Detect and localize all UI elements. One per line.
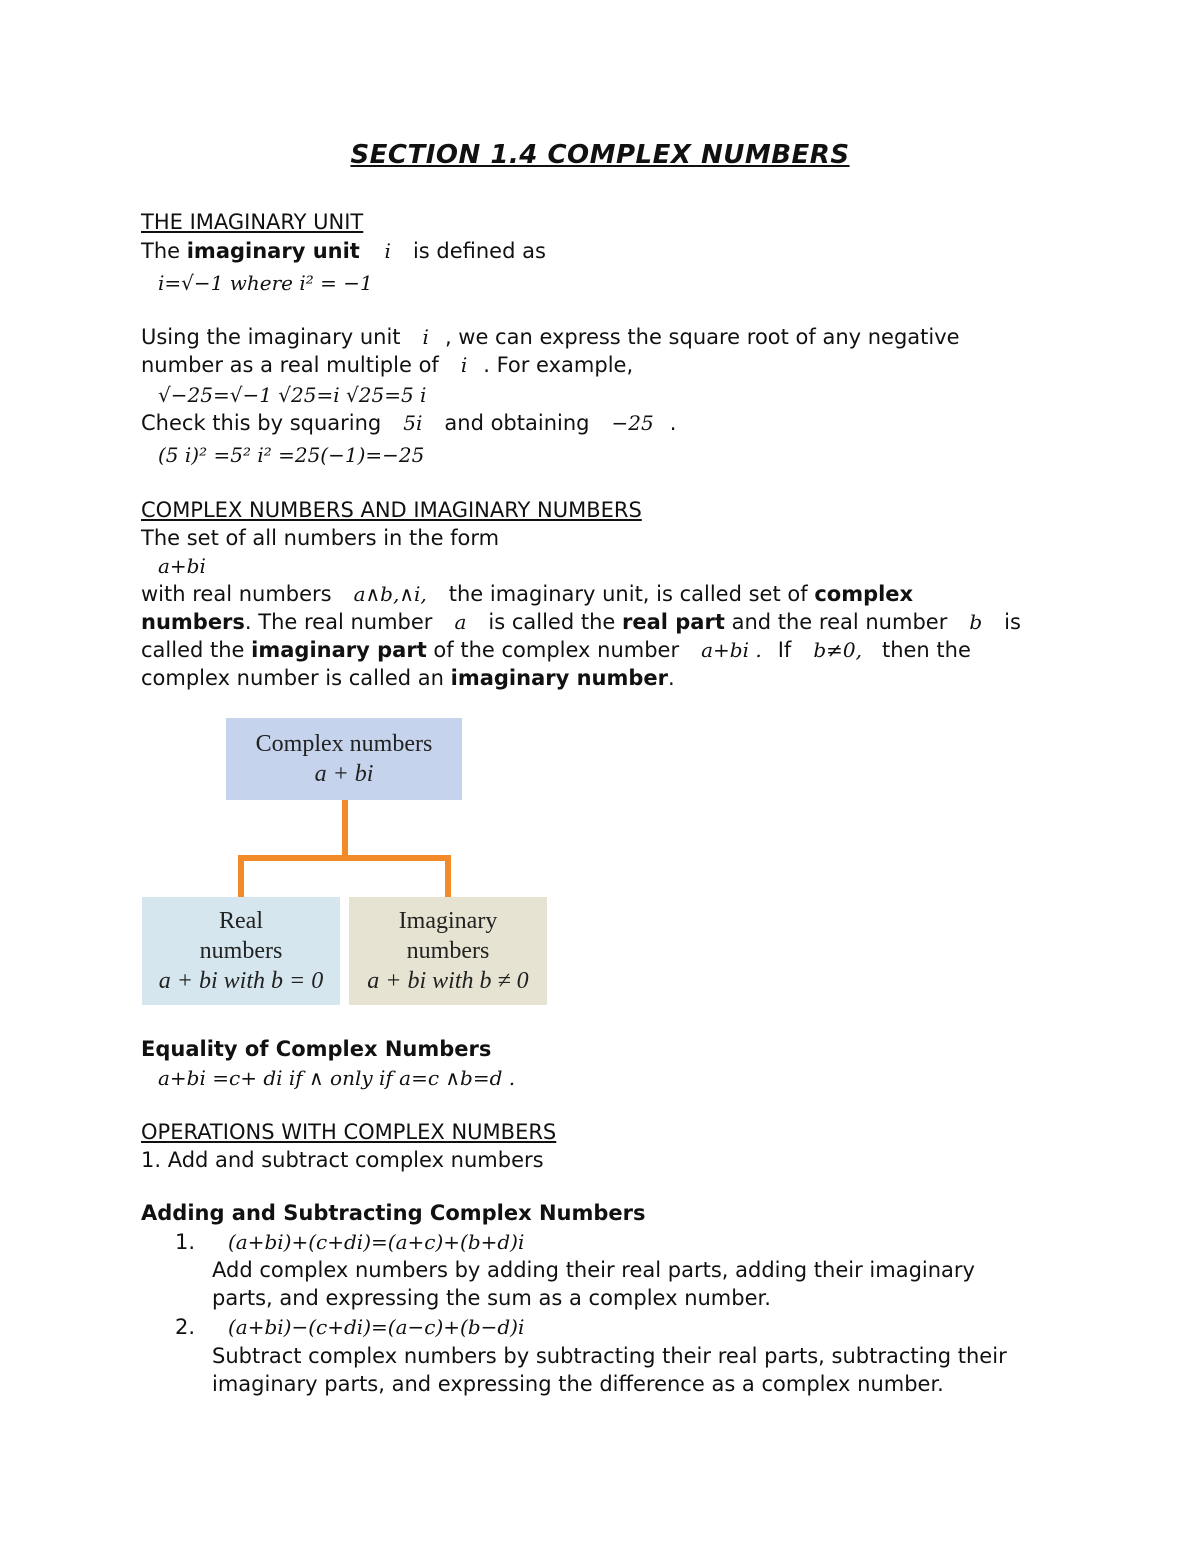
box-title: Complex numbers xyxy=(255,731,433,757)
bold-term: imaginary number xyxy=(450,666,669,690)
check-line xyxy=(141,409,676,437)
text: . xyxy=(669,411,677,435)
box-title: Imaginary xyxy=(398,908,498,934)
box-title: numbers xyxy=(406,938,490,964)
paragraph-line xyxy=(141,580,913,608)
connector-right xyxy=(445,855,451,897)
bold-term: imaginary unit xyxy=(186,239,360,263)
text: of the complex number xyxy=(433,638,680,662)
box-title: Real xyxy=(219,908,263,934)
connector-horizontal xyxy=(238,855,451,861)
imaginary-numbers-box xyxy=(349,897,547,1005)
form-formula: a+bi xyxy=(158,554,206,578)
math-var: a xyxy=(454,610,467,634)
math-var: i xyxy=(460,353,468,377)
math-var: i xyxy=(422,325,429,349)
rule-text: imaginary parts, and expressing the difference as a complex number. xyxy=(212,1372,944,1396)
text: and obtaining xyxy=(444,411,590,435)
rule-text: parts, and expressing the sum as a complex number. xyxy=(212,1286,771,1310)
text: and the real number xyxy=(731,610,948,634)
section-heading-complex-numbers: COMPLEX NUMBERS AND IMAGINARY NUMBERS xyxy=(141,498,642,522)
paragraph-line xyxy=(141,608,1021,636)
math-var: i xyxy=(384,239,391,263)
math-var: b xyxy=(969,610,983,634)
text: is called the xyxy=(488,610,616,634)
rule-number: 2. xyxy=(175,1315,196,1339)
text: is defined as xyxy=(412,239,546,263)
box-expression: a + bi with b ≠ 0 xyxy=(367,968,529,994)
text: complex number is called an xyxy=(141,666,444,690)
example-formula: √−25=√−1 √25=i √25=5 i xyxy=(158,383,427,407)
rule-text: Subtract complex numbers by subtracting their real parts, subtracting their xyxy=(212,1344,1007,1368)
text: with real numbers xyxy=(141,582,332,606)
bold-term: imaginary part xyxy=(251,638,427,662)
bold-term: real part xyxy=(622,610,725,634)
real-numbers-box xyxy=(142,897,340,1005)
math-var: b≠0, xyxy=(813,638,862,662)
text: The xyxy=(141,239,187,263)
connector-vertical xyxy=(342,800,348,858)
math-var: 5i xyxy=(403,411,423,435)
text: number as a real multiple of xyxy=(141,353,439,377)
paragraph-line xyxy=(141,351,633,379)
text: is xyxy=(1004,610,1021,634)
box-expression: a + bi with b = 0 xyxy=(158,968,324,994)
section-heading-imaginary-unit: THE IMAGINARY UNIT xyxy=(141,210,364,234)
math-var: −25 xyxy=(611,411,654,435)
connector-left xyxy=(238,855,244,897)
text: . The real number xyxy=(244,610,433,634)
check-formula: (5 i)² =5² i² =25(−1)=−25 xyxy=(158,443,425,467)
text: Check this by squaring xyxy=(141,411,382,435)
text: called the xyxy=(141,638,245,662)
text: Using the imaginary unit xyxy=(141,325,401,349)
text: . xyxy=(668,666,675,690)
operations-item: 1. Add and subtract complex numbers xyxy=(141,1148,544,1172)
rule-text: Add complex numbers by adding their real parts, adding their imaginary xyxy=(212,1258,975,1282)
rule-number: 1. xyxy=(175,1230,196,1254)
rule-formula: (a+bi)−(c+di)=(a−c)+(b−d)i xyxy=(228,1315,525,1339)
text: If xyxy=(777,638,792,662)
math-var: a∧b,∧i, xyxy=(353,582,427,606)
paragraph-line: The set of all numbers in the form xyxy=(141,526,500,550)
box-title: numbers xyxy=(199,938,283,964)
text: . For example, xyxy=(483,353,634,377)
text: the imaginary unit, is called set of xyxy=(448,582,808,606)
bold-term: complex xyxy=(814,582,914,606)
paragraph-line xyxy=(141,664,675,692)
bold-term: numbers xyxy=(141,610,245,634)
section-heading-operations: OPERATIONS WITH COMPLEX NUMBERS xyxy=(141,1120,557,1144)
rule-formula: (a+bi)+(c+di)=(a+c)+(b+d)i xyxy=(228,1230,525,1254)
equality-heading: Equality of Complex Numbers xyxy=(141,1037,492,1061)
imaginary-unit-definition xyxy=(141,237,546,265)
paragraph-line xyxy=(141,636,971,664)
complex-numbers-box xyxy=(226,718,462,800)
imaginary-unit-formula: i=√−1 where i² = −1 xyxy=(158,271,373,295)
page-title: SECTION 1.4 COMPLEX NUMBERS xyxy=(350,140,850,170)
adding-subtracting-heading: Adding and Subtracting Complex Numbers xyxy=(141,1201,646,1225)
paragraph-line xyxy=(141,323,960,351)
text: , we can express the square root of any negative xyxy=(444,325,960,349)
math-var: a+bi . xyxy=(701,638,762,662)
equality-formula: a+bi =c+ di if ∧ only if a=c ∧b=d . xyxy=(158,1066,516,1090)
box-expression: a + bi xyxy=(314,761,374,787)
text: then the xyxy=(881,638,971,662)
